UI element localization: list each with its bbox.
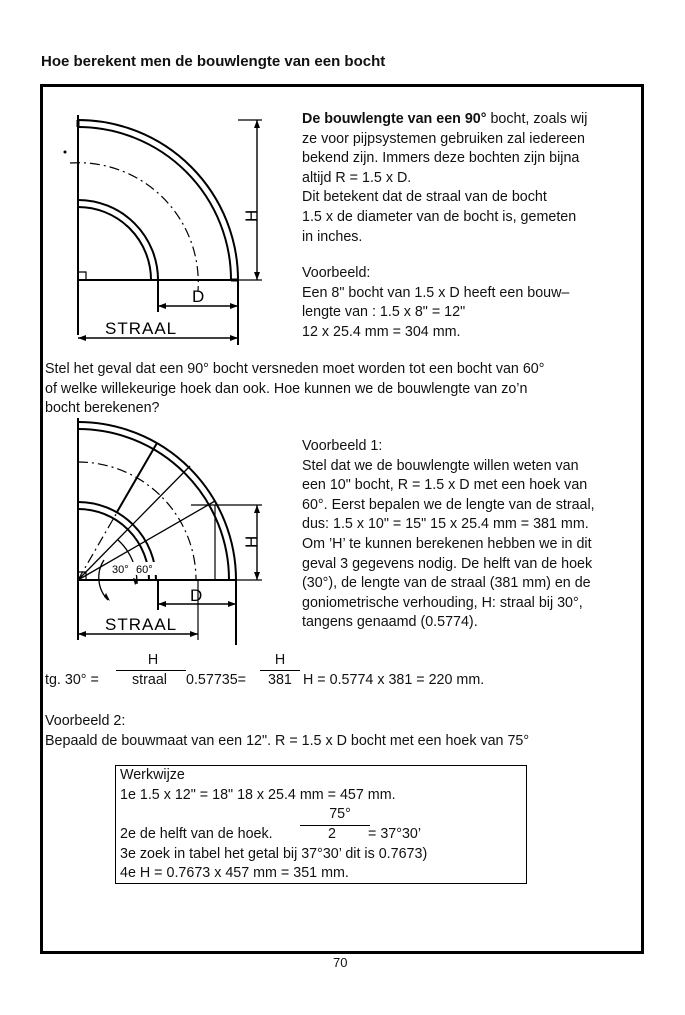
page-number: 70 <box>333 955 348 970</box>
voorbeeld1-line: geval 3 gegevens nodig. De helft van de hoek <box>302 555 593 572</box>
fig2-straal-label: STRAAL <box>105 615 178 634</box>
angle-30-label: 30° <box>112 564 129 576</box>
fig1-d-label: D <box>192 287 205 306</box>
fig2-d-label: D <box>190 586 203 605</box>
formula-prefix: tg. 30° = <box>45 672 99 688</box>
werkwijze-fraction-numerator: 75° <box>329 806 351 822</box>
fig2-h-label: H <box>242 535 261 548</box>
intro-line: bekend zijn. Immers deze bochten zijn bijna <box>302 150 580 167</box>
voorbeeld-paragraph <box>302 264 569 342</box>
voorbeeld1-paragraph <box>302 437 595 633</box>
intro-line: altijd R = 1.5 x D. <box>302 169 412 186</box>
intro-line: 1.5 x de diameter van de bocht is, gemeten <box>302 208 577 225</box>
werkwijze-step-2: 2e de helft van de hoek. <box>120 826 273 842</box>
voorbeeld2-paragraph <box>45 712 529 751</box>
question-paragraph <box>45 360 544 419</box>
werkwijze-fraction-denominator: 2 <box>328 826 336 842</box>
voorbeeld1-line: tangens genaamd (0.5774). <box>302 614 478 631</box>
intro-line: ze voor pijpsystemen gebruiken zal iedereen <box>302 130 585 147</box>
voorbeeld1-line: Stel dat we de bouwlengte willen weten van <box>302 457 579 474</box>
intro-line: Dit betekent dat de straal van de bocht <box>302 189 547 206</box>
voorbeeld-line: Een 8" bocht van 1.5 x D heeft een bouw– <box>302 284 570 301</box>
formula-denominator-1: straal <box>132 672 167 688</box>
voorbeeld1-line: (30°), de lengte van de straal (381 mm) en de <box>302 575 591 592</box>
fraction-bar-2 <box>260 670 300 671</box>
werkwijze-step-2-result: = 37°30’ <box>368 826 422 842</box>
formula-denominator-2: 381 <box>268 672 292 688</box>
fig1-h-label: H <box>242 209 261 222</box>
formula-value: 0.57735= <box>186 672 247 688</box>
formula-numerator-1: H <box>147 652 159 668</box>
werkwijze-title: Werkwijze <box>120 767 185 783</box>
formula-numerator-2: H <box>274 652 286 668</box>
voorbeeld1-line: een 10" bocht, R = 1.5 x D met een hoek van <box>302 477 588 494</box>
intro-line-1: bocht, zoals wij <box>486 111 588 127</box>
werkwijze-step-4: 4e H = 0.7673 x 457 mm = 351 mm. <box>120 865 349 881</box>
voorbeeld-line: 12 x 25.4 mm = 304 mm. <box>302 323 461 340</box>
voorbeeld1-line: dus: 1.5 x 10" = 15" 15 x 25.4 mm = 381 mm. <box>302 516 589 533</box>
voorbeeld1-line: goniometrische verhouding, H: straal bij 30°, <box>302 594 583 611</box>
fig1-straal-label: STRAAL <box>105 319 178 338</box>
intro-bold: De bouwlengte van een 90° <box>302 111 487 127</box>
voorbeeld1-line: 60°. Eerst bepalen we de lengte van de straal, <box>302 496 595 513</box>
formula-result: H = 0.5774 x 381 = 220 mm. <box>303 672 485 688</box>
question-line: Stel het geval dat een 90° bocht versneden moet worden tot een bocht van 60° <box>45 361 545 377</box>
voorbeeld1-line: Om ’H’ te kunnen berekenen hebben we in dit <box>302 535 592 552</box>
werkwijze-step-3: 3e zoek in tabel het getal bij 37°30’ dit is 0.7673) <box>120 846 428 862</box>
intro-line: in inches. <box>302 228 363 245</box>
voorbeeld1-line: Voorbeeld 1: <box>302 438 383 454</box>
intro-paragraph <box>302 110 587 247</box>
angle-60-label: 60° <box>136 564 153 576</box>
werkwijze-step-1: 1e 1.5 x 12" = 18" 18 x 25.4 mm = 457 mm. <box>120 787 396 803</box>
fraction-bar-1 <box>116 670 186 671</box>
voorbeeld-line: lengte van : 1.5 x 8" = 12" <box>302 304 466 321</box>
question-line: bocht berekenen? <box>45 400 160 417</box>
page-title: Hoe berekent men de bouwlengte van een bocht <box>41 53 386 70</box>
question-line: of welke willekeurige hoek dan ook. Hoe kunnen we de bouwlengte van zo’n <box>45 380 528 397</box>
voorbeeld2-line: Bepaald de bouwmaat van een 12". R = 1.5 x D bocht met een hoek van 75° <box>45 732 530 749</box>
voorbeeld-line: Voorbeeld: <box>302 265 371 281</box>
voorbeeld2-line: Voorbeeld 2: <box>45 713 126 729</box>
